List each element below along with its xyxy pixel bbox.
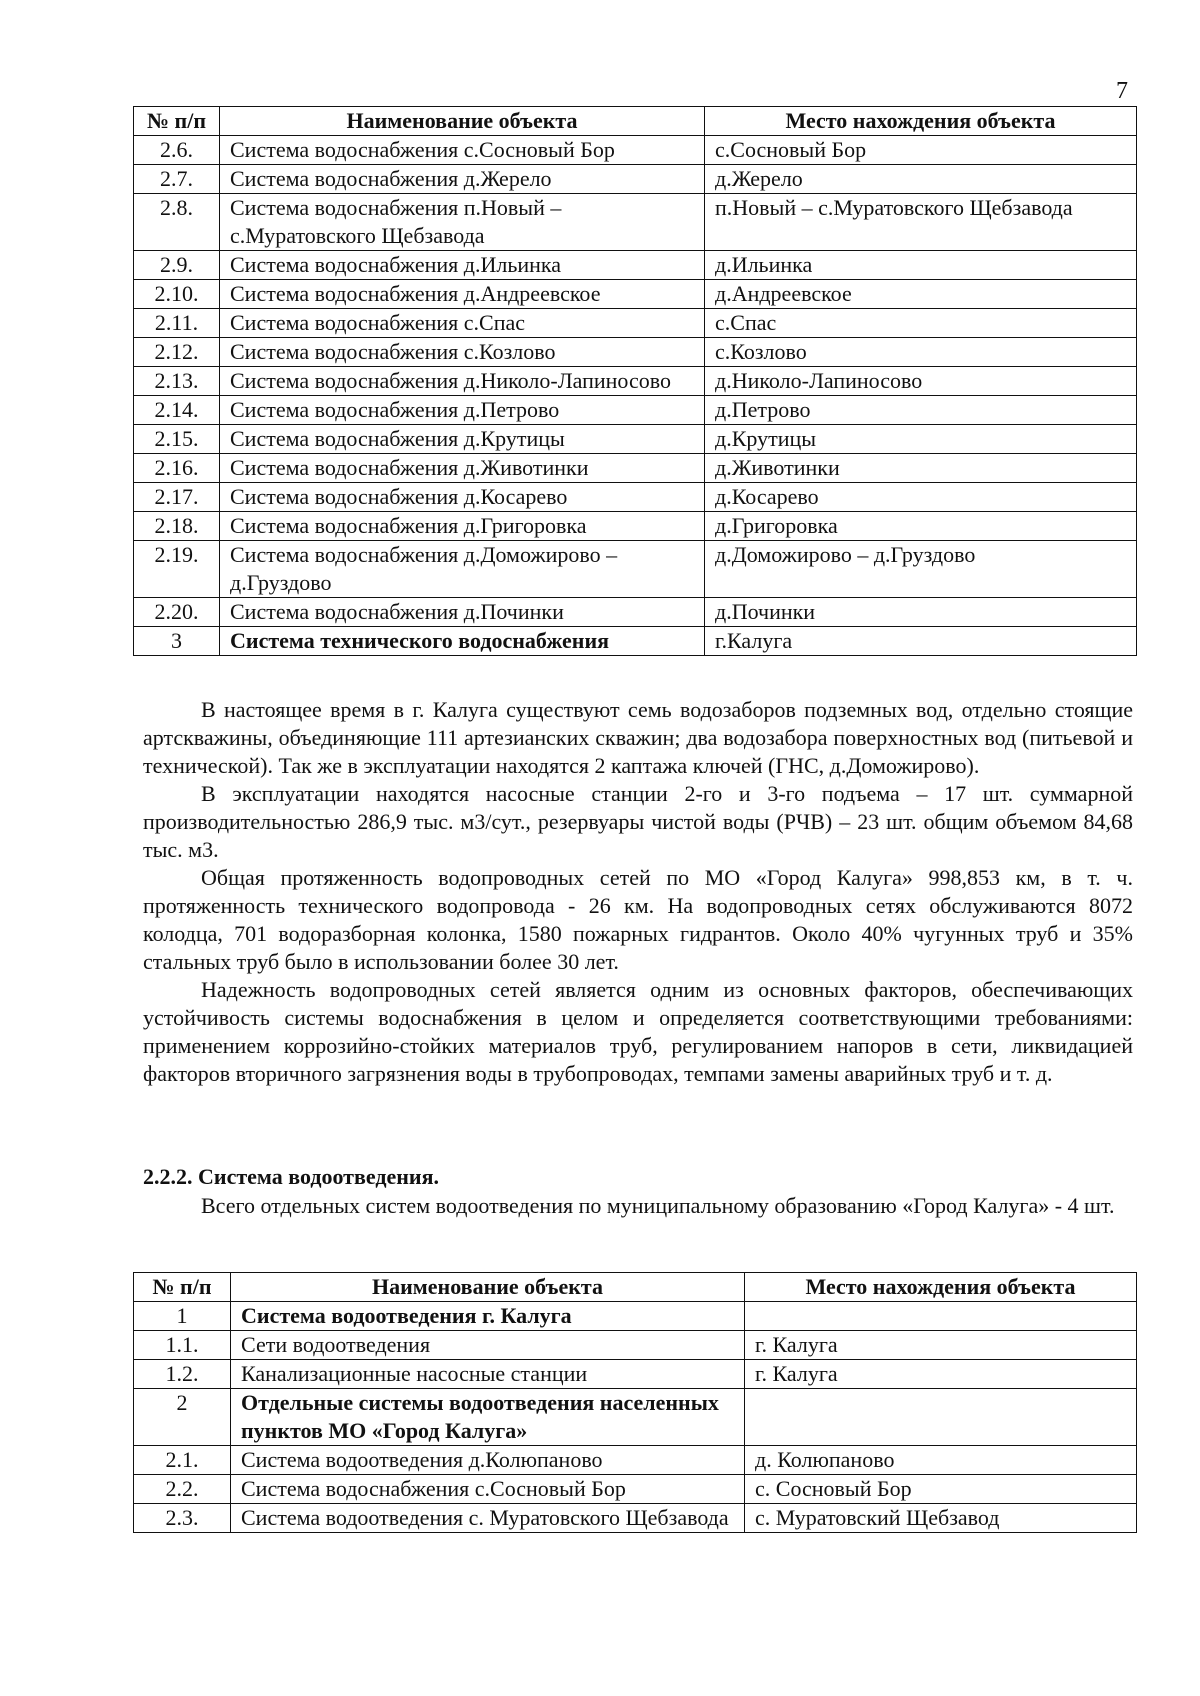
row-number: 2.18. bbox=[134, 512, 220, 541]
table-row bbox=[134, 280, 1137, 309]
object-name: Система технического водоснабжения bbox=[220, 627, 705, 656]
paragraph: Общая протяженность водопроводных сетей по МО «Город Калуга» 998,853 км, в т. ч. протяженность технического водопровода - 26 км. На водопроводных сетях обслуживаются 8072 колодца, 701 водоразборная колонка, 1580 пожарных гидрантов. Около 40% чугунных труб и 35% стальных труб было в использовании более 30 лет. bbox=[143, 865, 1133, 974]
header-object-name: Наименование объекта bbox=[220, 107, 705, 136]
object-location: с. Сосновый Бор bbox=[745, 1475, 1137, 1504]
header-object-name: Наименование объекта bbox=[231, 1273, 745, 1302]
object-location: д.Животинки bbox=[705, 454, 1137, 483]
object-name: Система водоснабжения п.Новый – с.Муратовского Щебзавода bbox=[220, 194, 705, 251]
row-number: 2.6. bbox=[134, 136, 220, 165]
table-header-row bbox=[134, 107, 1137, 136]
object-location: д.Крутицы bbox=[705, 425, 1137, 454]
object-location: с.Спас bbox=[705, 309, 1137, 338]
row-number: 1 bbox=[134, 1302, 231, 1331]
object-location: д.Андреевское bbox=[705, 280, 1137, 309]
table-row bbox=[134, 367, 1137, 396]
section-intro-block bbox=[143, 1192, 1133, 1220]
table-row bbox=[134, 598, 1137, 627]
body-text bbox=[143, 696, 1133, 1088]
object-name: Система водоснабжения д.Жерело bbox=[220, 165, 705, 194]
object-name: Система водоснабжения д.Петрово bbox=[220, 396, 705, 425]
row-number: 2.13. bbox=[134, 367, 220, 396]
water-supply-table bbox=[133, 106, 1137, 656]
header-number: № п/п bbox=[134, 107, 220, 136]
object-location: с.Сосновый Бор bbox=[705, 136, 1137, 165]
object-name: Система водоснабжения д.Григоровка bbox=[220, 512, 705, 541]
row-number: 2.3. bbox=[134, 1504, 231, 1533]
table-row bbox=[134, 136, 1137, 165]
object-location: д.Ильинка bbox=[705, 251, 1137, 280]
object-location: д. Колюпаново bbox=[745, 1446, 1137, 1475]
row-number: 2.14. bbox=[134, 396, 220, 425]
object-location: с.Козлово bbox=[705, 338, 1137, 367]
row-number: 2.2. bbox=[134, 1475, 231, 1504]
header-number: № п/п bbox=[134, 1273, 231, 1302]
row-number: 1.2. bbox=[134, 1360, 231, 1389]
object-name: Система водоснабжения д.Животинки bbox=[220, 454, 705, 483]
table-header-row bbox=[134, 1273, 1137, 1302]
row-number: 2.19. bbox=[134, 541, 220, 598]
object-location bbox=[745, 1389, 1137, 1446]
object-name: Система водоснабжения с.Спас bbox=[220, 309, 705, 338]
row-number: 2.10. bbox=[134, 280, 220, 309]
object-name: Отдельные системы водоотведения населенных пунктов МО «Город Калуга» bbox=[231, 1389, 745, 1446]
table-row bbox=[134, 627, 1137, 656]
object-name: Система водоснабжения д.Николо-Лапиносово bbox=[220, 367, 705, 396]
object-name: Система водоснабжения д.Крутицы bbox=[220, 425, 705, 454]
table-row bbox=[134, 483, 1137, 512]
paragraph: В эксплуатации находятся насосные станции 2-го и 3-го подъема – 17 шт. суммарной производительностью 286,9 тыс. м3/сут., резервуары чистой воды (РЧВ) – 23 шт. общим объемом 84,68 тыс. м3. bbox=[143, 781, 1133, 862]
table-row bbox=[134, 1475, 1137, 1504]
object-location: д.Доможирово – д.Груздово bbox=[705, 541, 1137, 598]
row-number: 2.11. bbox=[134, 309, 220, 338]
table-row bbox=[134, 425, 1137, 454]
object-name: Система водоснабжения д.Косарево bbox=[220, 483, 705, 512]
object-name: Система водоотведения г. Калуга bbox=[231, 1302, 745, 1331]
table-row bbox=[134, 454, 1137, 483]
page-number: 7 bbox=[1116, 78, 1128, 104]
row-number: 2.20. bbox=[134, 598, 220, 627]
object-name: Сети водоотведения bbox=[231, 1331, 745, 1360]
table-row bbox=[134, 251, 1137, 280]
row-number: 2.12. bbox=[134, 338, 220, 367]
table-row bbox=[134, 1389, 1137, 1446]
object-location: г. Калуга bbox=[745, 1331, 1137, 1360]
row-number: 2.16. bbox=[134, 454, 220, 483]
object-location: д.Косарево bbox=[705, 483, 1137, 512]
table-row bbox=[134, 541, 1137, 598]
object-location: г. Калуга bbox=[745, 1360, 1137, 1389]
table-row bbox=[134, 1302, 1137, 1331]
table-row bbox=[134, 1331, 1137, 1360]
table-row bbox=[134, 338, 1137, 367]
object-name: Канализационные насосные станции bbox=[231, 1360, 745, 1389]
object-name: Система водоснабжения с.Сосновый Бор bbox=[231, 1475, 745, 1504]
row-number: 2.7. bbox=[134, 165, 220, 194]
table-row bbox=[134, 1504, 1137, 1533]
object-location: д.Петрово bbox=[705, 396, 1137, 425]
table-row bbox=[134, 396, 1137, 425]
paragraph: Надежность водопроводных сетей является одним из основных факторов, обеспечивающих устойчивость системы водоснабжения в целом и определяется соответствующими требованиями: применением коррозийно-стойких материалов труб, регулированием напоров в сети, ликвидацией факторов вторичного загрязнения воды в трубопроводах, темпами замены аварийных труб и т. д. bbox=[143, 977, 1133, 1086]
object-name: Система водоснабжения с.Козлово bbox=[220, 338, 705, 367]
object-name: Система водоснабжения с.Сосновый Бор bbox=[220, 136, 705, 165]
object-location: д.Жерело bbox=[705, 165, 1137, 194]
table-row bbox=[134, 194, 1137, 251]
sewerage-table bbox=[133, 1272, 1137, 1533]
paragraph: В настоящее время в г. Калуга существуют семь водозаборов подземных вод, отдельно стоящие артскважины, объединяющие 111 артезианских скважин; два водозабора поверхностных вод (питьевой и технической). Так же в эксплуатации находятся 2 каптажа ключей (ГНС, д.Доможирово). bbox=[143, 697, 1133, 778]
object-name: Система водоснабжения д.Починки bbox=[220, 598, 705, 627]
object-location: с. Муратовский Щебзавод bbox=[745, 1504, 1137, 1533]
object-location: п.Новый – с.Муратовского Щебзавода bbox=[705, 194, 1137, 251]
object-name: Система водоотведения с. Муратовского Щебзавода bbox=[231, 1504, 745, 1533]
object-name: Система водоснабжения д.Доможирово – д.Груздово bbox=[220, 541, 705, 598]
header-object-location: Место нахождения объекта bbox=[705, 107, 1137, 136]
row-number: 2.17. bbox=[134, 483, 220, 512]
object-name: Система водоснабжения д.Ильинка bbox=[220, 251, 705, 280]
row-number: 2.1. bbox=[134, 1446, 231, 1475]
row-number: 2.8. bbox=[134, 194, 220, 251]
row-number: 2 bbox=[134, 1389, 231, 1446]
section-intro: Всего отдельных систем водоотведения по муниципальному образованию «Город Калуга» - 4 шт. bbox=[201, 1193, 1115, 1218]
header-object-location: Место нахождения объекта bbox=[745, 1273, 1137, 1302]
row-number: 2.9. bbox=[134, 251, 220, 280]
object-location: г.Калуга bbox=[705, 627, 1137, 656]
object-name: Система водоснабжения д.Андреевское bbox=[220, 280, 705, 309]
object-location: д.Николо-Лапиносово bbox=[705, 367, 1137, 396]
section-heading: 2.2.2. Система водоотведения. bbox=[143, 1164, 439, 1189]
table-row bbox=[134, 1446, 1137, 1475]
table-row bbox=[134, 1360, 1137, 1389]
object-name: Система водоотведения д.Колюпаново bbox=[231, 1446, 745, 1475]
object-location: д.Починки bbox=[705, 598, 1137, 627]
table-row bbox=[134, 309, 1137, 338]
row-number: 2.15. bbox=[134, 425, 220, 454]
object-location bbox=[745, 1302, 1137, 1331]
row-number: 3 bbox=[134, 627, 220, 656]
object-location: д.Григоровка bbox=[705, 512, 1137, 541]
table-row bbox=[134, 512, 1137, 541]
table-row bbox=[134, 165, 1137, 194]
row-number: 1.1. bbox=[134, 1331, 231, 1360]
